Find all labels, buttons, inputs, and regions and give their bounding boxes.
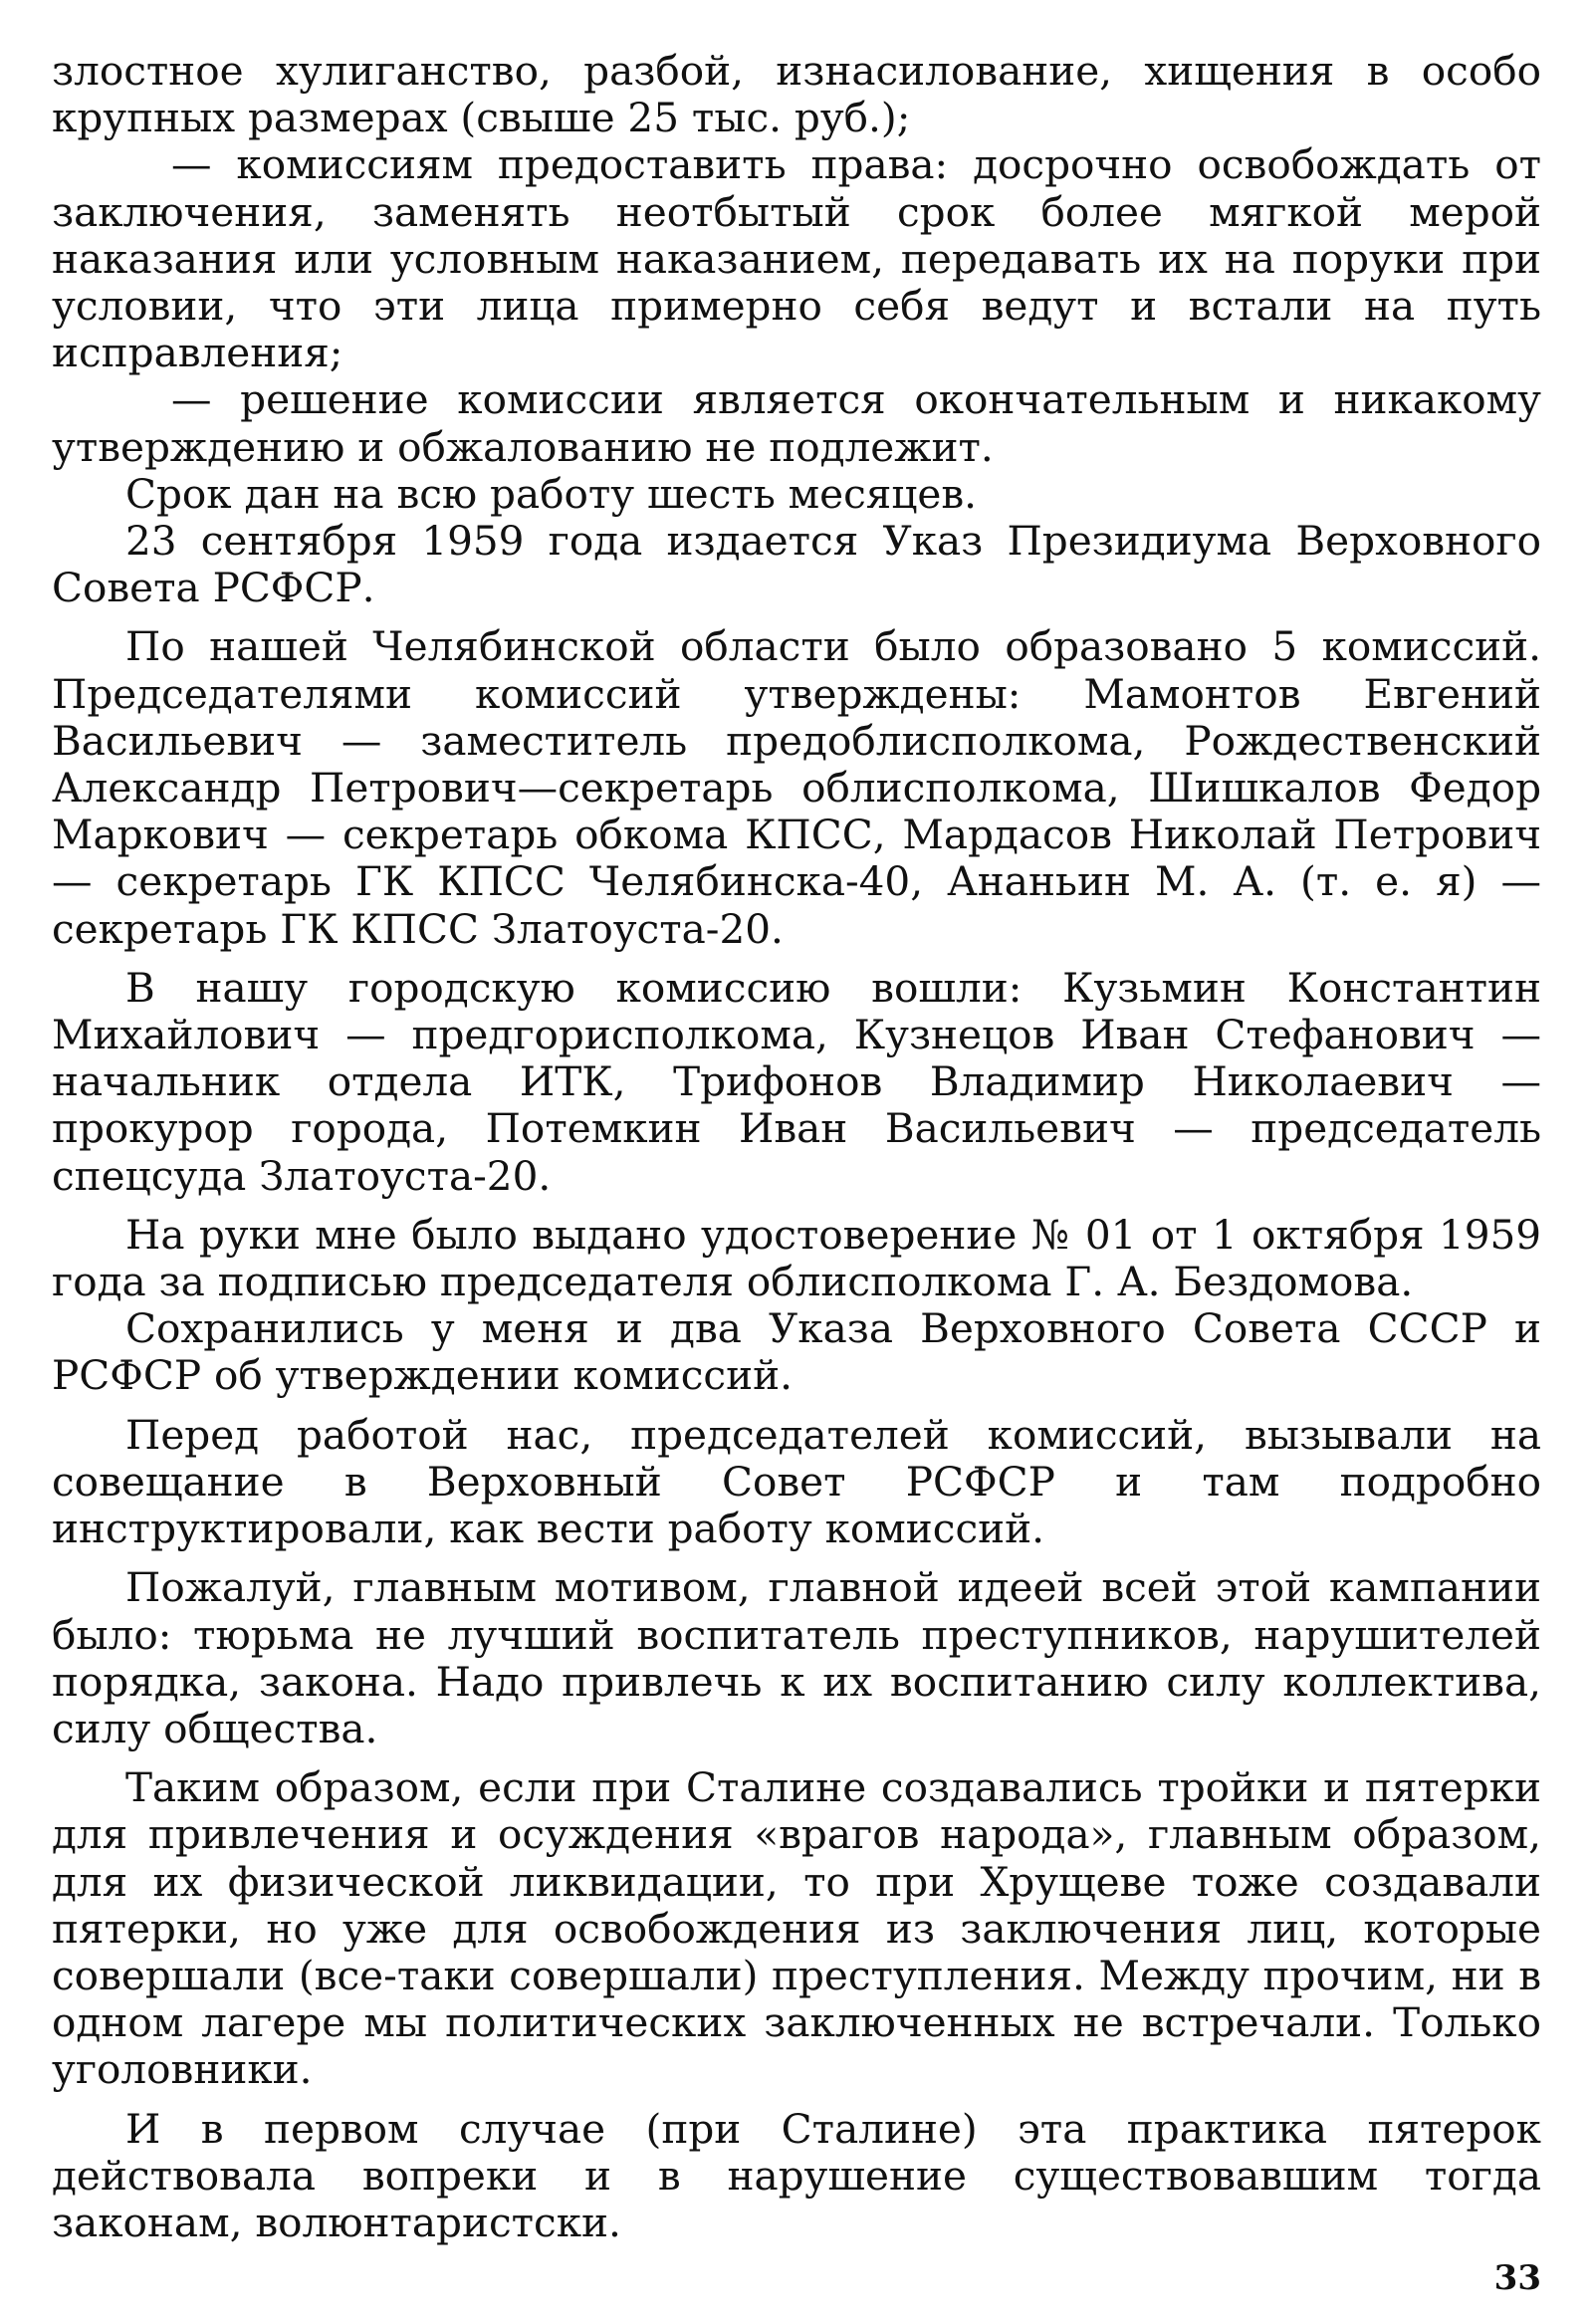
page-number: 33 xyxy=(1493,2258,1541,2298)
paragraph: Сохранились у меня и два Указа Верховного Совета СССР и РСФСР об утверждении комиссий. xyxy=(52,1304,1541,1400)
paragraph: Таким образом, если при Сталине создавались тройки и пятерки для привлечения и осуждения «врагов народа», главным образом, для их физической ликвидации, то при Хрущеве тоже создавали пятерки, но уже для освобождения из заключения лиц, которые совершали (все-таки совершали) преступления. Между прочим, ни в одном лагере мы политических заключенных не встречали. Только уголовники. xyxy=(52,1763,1541,2094)
paragraph: Перед работой нас, председателей комиссий, вызывали на совещание в Верховный Совет РСФСР и там подробно инструктировали, как вести работу комиссий. xyxy=(52,1410,1541,1553)
page-body xyxy=(52,48,1541,2258)
paragraph: Пожалуй, главным мотивом, главной идеей всей этой кампании было: тюрьма не лучший воспитатель преступников, нарушителей порядка, закона. Надо привлечь к их воспитанию силу коллектива, силу общества. xyxy=(52,1563,1541,1752)
paragraph: На руки мне было выдано удостоверение № 01 от 1 октября 1959 года за подписью председателя облисполкома Г. А. Бездомова. xyxy=(52,1210,1541,1306)
paragraph: И в первом случае (при Сталине) эта практика пятерок действовала вопреки и в нарушение существовавшим тогда законам, волюнтаристски. xyxy=(52,2104,1541,2246)
paragraph: По нашей Челябинской области было образовано 5 комиссий. Председателями комиссий утверждены: Мамонтов Евгений Васильевич — заместитель предоблисполкома, Рождественский Александр Петрович—секретарь облисполкома, Шишкалов Федор Маркович — секретарь обкома КПСС, Мардасов Николай Петрович — секретарь ГК КПСС Челябинска-40, Ананьин М. А. (т. е. я) — секретарь ГК КПСС Златоуста-20. xyxy=(52,622,1541,953)
paragraph: — решение комиссии является окончательным и никакому утверждению и обжалованию не подлежит. xyxy=(52,375,1541,471)
paragraph: злостное хулиганство, разбой, изнасилование, хищения в особо крупных размерах (свыше 25 тыс. руб.); xyxy=(52,47,1541,142)
paragraph: 23 сентября 1959 года издается Указ Президиума Верховного Совета РСФСР. xyxy=(52,517,1541,612)
paragraph: Срок дан на всю работу шесть месяцев. xyxy=(125,469,978,518)
paragraph: — комиссиям предоставить права: досрочно освобождать от заключения, заменять неотбытый срок более мягкой мерой наказания или условным наказанием, передавать их на поруки при условии, что эти лица примерно себя ведут и встали на путь исправления; xyxy=(52,140,1541,377)
paragraph: В нашу городскую комиссию вошли: Кузьмин Константин Михайлович — предгорисполкома, Кузнецов Иван Стефанович — начальник отдела ИТК, Трифонов Владимир Николаевич — прокурор города, Потемкин Иван Васильевич — председатель спецсуда Златоуста-20. xyxy=(52,963,1541,1200)
